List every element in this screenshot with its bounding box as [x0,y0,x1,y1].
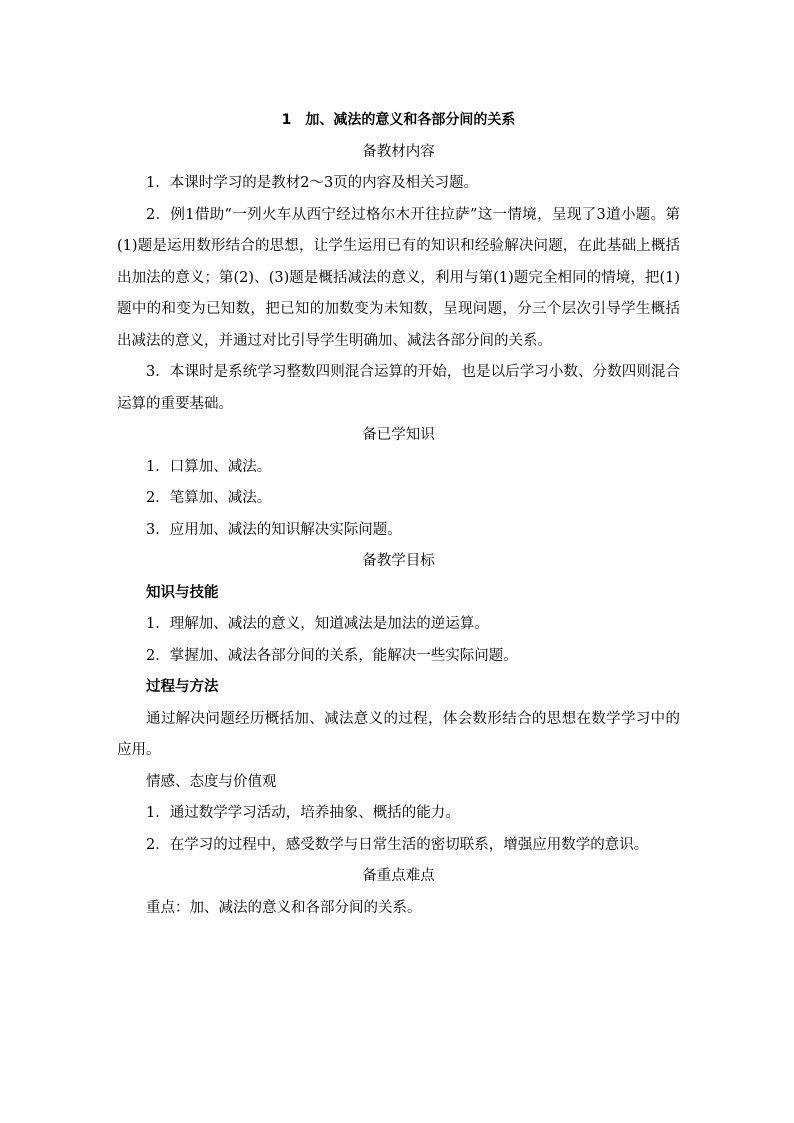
content-paragraph-2: 2．例1借助“一列火车从西宁经过格尔木开往拉萨”这一情境，呈现了3道小题。第(1)题是运用数形结合的思想，让学生运用已有的知识和经验解决问题，在此基础上概括出加法的意义；第(2)、(3)题是概括减法的意义，利用与第(1)题完全相同的情境，把(1)题中的和变为已知数，把已知的加数变为未知数，呈现问题，分三个层次引导学生概括出减法的意义，并通过对比引导学生明确加、减法各部分间的关系。 [117,206,680,349]
section-heading-goals: 备教学目标 [362,553,435,569]
section-heading-prior: 备已学知识 [362,427,435,443]
document-page [117,105,680,924]
subheading-knowledge: 知识与技能 [146,584,219,601]
attitude-item: 1．通过数学学习活动，培养抽象、概括的能力。 [146,805,460,821]
prior-item: 1．口算加、减法。 [146,458,272,475]
page-title: 1 加、减法的意义和各部分间的关系 [281,112,516,128]
attitude-item: 2．在学习的过程中，感受数学与日常生活的密切联系，增强应用数学的意识。 [146,836,649,853]
content-paragraph-3: 3．本课时是系统学习整数四则混合运算的开始，也是以后学习小数、分数四则混合运算的重要基础。 [117,364,680,412]
section-heading-key: 备重点难点 [362,868,435,884]
prior-item: 3．应用加、减法的知识解决实际问题。 [146,521,402,538]
knowledge-item: 1．理解加、减法的意义，知道减法是加法的逆运算。 [146,616,489,632]
section-heading-content: 备教材内容 [362,143,435,160]
content-paragraph-1: 1．本课时学习的是教材2～3页的内容及相关习题。 [146,175,479,191]
key-focus: 重点：加、减法的意义和各部分间的关系。 [146,899,422,916]
process-paragraph: 通过解决问题经历概括加、减法意义的过程，体会数形结合的思想在数学学习中的应用。 [117,710,680,758]
knowledge-item: 2．掌握加、减法各部分间的关系，能解决一些实际问题。 [146,647,518,664]
prior-item: 2．笔算加、减法。 [146,490,272,506]
subheading-attitude: 情感、态度与价值观 [146,773,277,790]
subheading-process: 过程与方法 [146,679,219,695]
